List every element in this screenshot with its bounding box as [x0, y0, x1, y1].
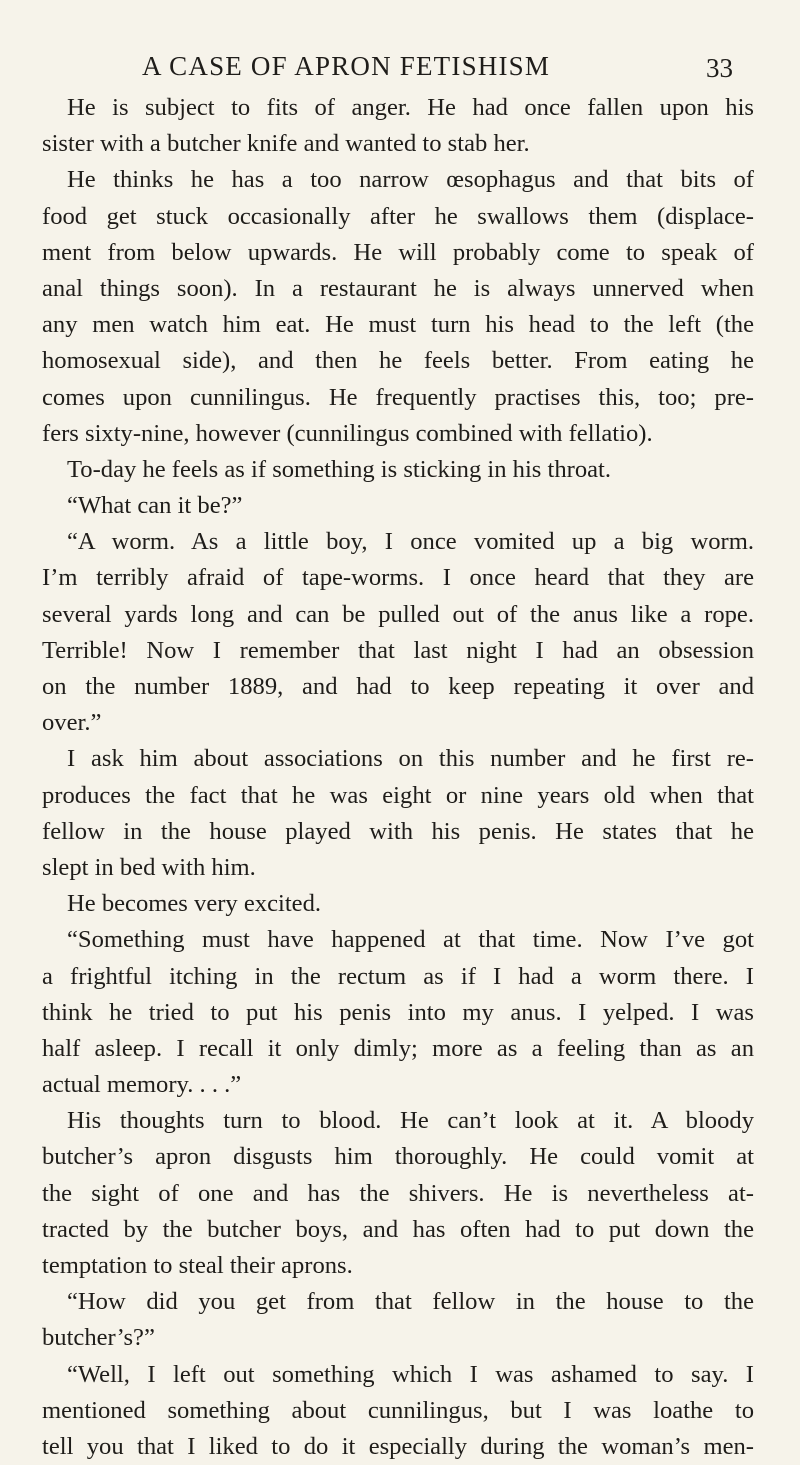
running-head-title: A CASE OF APRON FETISHISM: [142, 51, 551, 81]
text-line: several yards long and can be pulled out of the anus like a rope.: [42, 600, 754, 628]
text-line: fellow in the house played with his penis. He states that he: [42, 817, 754, 845]
text-line: over.”: [42, 709, 102, 737]
text-line: fers sixty-nine, however (cunnilingus combined with fellatio).: [42, 419, 653, 447]
text-line: produces the fact that he was eight or nine years old when that: [42, 781, 754, 809]
text-line: “What can it be?”: [67, 492, 243, 520]
text-line: His thoughts turn to blood. He can’t look at it. A bloody: [67, 1107, 754, 1135]
text-line: think he tried to put his penis into my anus. I yelped. I was: [42, 998, 754, 1026]
text-line: He thinks he has a too narrow œsophagus and that bits of: [67, 166, 754, 194]
text-line: any men watch him eat. He must turn his head to the left (the: [42, 311, 754, 339]
text-line: butcher’s?”: [42, 1324, 155, 1352]
text-line: sister with a butcher knife and wanted to stab her.: [42, 130, 530, 158]
text-line: tracted by the butcher boys, and has often had to put down the: [42, 1215, 754, 1243]
text-line: I’m terribly afraid of tape-worms. I once heard that they are: [42, 564, 754, 592]
page-number: 33: [706, 53, 733, 83]
text-line: “How did you get from that fellow in the house to the: [67, 1288, 754, 1316]
text-line: food get stuck occasionally after he swallows them (displace-: [42, 202, 754, 230]
text-line: “Well, I left out something which I was ashamed to say. I: [67, 1360, 754, 1388]
text-line: To-day he feels as if something is sticking in his throat.: [67, 455, 612, 483]
text-line: He becomes very excited.: [67, 890, 322, 918]
body-text: [42, 90, 754, 1465]
text-line: tell you that I liked to do it especially during the woman’s men-: [42, 1432, 754, 1460]
text-line: comes upon cunnilingus. He frequently practises this, too; pre-: [42, 383, 754, 411]
text-line: “Something must have happened at that time. Now I’ve got: [67, 926, 754, 954]
text-line: half asleep. I recall it only dimly; more as a feeling than as an: [42, 1034, 754, 1062]
text-line: a frightful itching in the rectum as if I had a worm there. I: [42, 962, 754, 990]
text-line: “A worm. As a little boy, I once vomited up a big worm.: [67, 528, 754, 556]
text-line: temptation to steal their aprons.: [42, 1252, 353, 1279]
text-line: anal things soon). In a restaurant he is always unnerved when: [42, 274, 754, 302]
text-line: mentioned something about cunnilingus, but I was loathe to: [42, 1396, 754, 1424]
text-line: butcher’s apron disgusts him thoroughly. He could vomit at: [42, 1143, 754, 1171]
text-line: actual memory. . . .”: [42, 1071, 242, 1099]
text-line: ment from below upwards. He will probably come to speak of: [42, 238, 754, 266]
text-line: on the number 1889, and had to keep repeating it over and: [42, 673, 754, 700]
text-line: Terrible! Now I remember that last night I had an obsession: [42, 636, 754, 664]
text-line: homosexual side), and then he feels better. From eating he: [42, 347, 754, 375]
text-line: He is subject to fits of anger. He had once fallen upon his: [67, 94, 754, 121]
text-line: the sight of one and has the shivers. He is nevertheless at-: [42, 1179, 754, 1207]
text-line: slept in bed with him.: [42, 853, 256, 881]
text-line: I ask him about associations on this number and he first re-: [67, 745, 754, 773]
